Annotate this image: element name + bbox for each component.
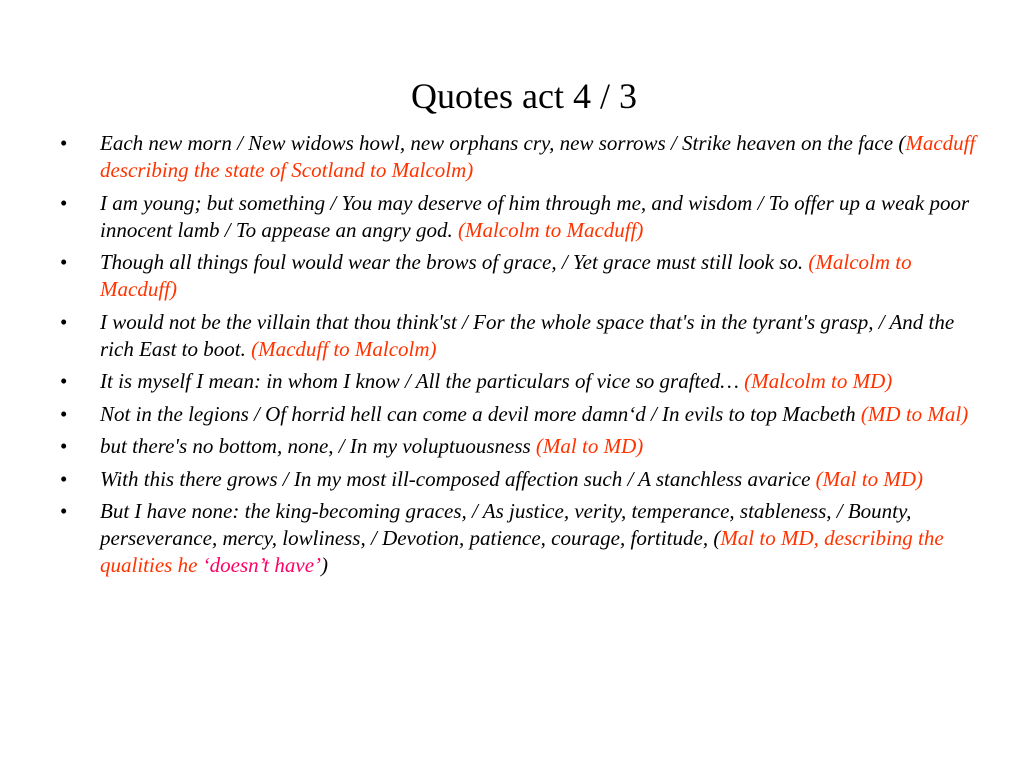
quote-text: I would not be the villain that thou think'st / For the whole space that's in the tyrant's grasp, / And the rich East to boot. bbox=[100, 309, 955, 361]
quote-speaker: (Malcolm to MD) bbox=[744, 369, 893, 393]
bullet: • bbox=[60, 190, 68, 215]
quote-text: Though all things foul would wear the brows of grace, / Yet grace must still look so. bbox=[100, 250, 809, 274]
quote-speaker: Macduff describing the state of Scotland to Malcolm) bbox=[100, 131, 976, 182]
quote-speaker: (Macduff to Malcolm) bbox=[251, 336, 437, 361]
quote-item bbox=[60, 249, 980, 303]
quote-item bbox=[60, 190, 980, 244]
bullet: • bbox=[60, 369, 68, 393]
quote-item bbox=[60, 498, 980, 579]
quote-text: With this there grows / In my most ill-composed affection such / A stanchless avarice bbox=[100, 466, 816, 491]
bullet: • bbox=[60, 434, 68, 458]
bullet: • bbox=[60, 401, 68, 426]
quote-item bbox=[60, 401, 980, 428]
bullet: • bbox=[60, 466, 68, 491]
quote-text: I am young; but something / You may deserve of him through me, and wisdom / To offer up a weak poor innocent lamb / To appease an angry god. bbox=[100, 190, 970, 242]
quote-text: Not in the legions / Of horrid hell can come a devil more damn‘d / In evils to top Macbeth bbox=[100, 401, 861, 426]
quote-text: Each new morn / New widows howl, new orphans cry, new sorrows / Strike heaven on the face ( bbox=[100, 131, 906, 155]
bullet: • bbox=[60, 309, 68, 334]
quote-text: but there's no bottom, none, / In my voluptuousness bbox=[100, 434, 536, 458]
quote-item bbox=[60, 433, 980, 460]
page-title: Quotes act 4 / 3 bbox=[411, 76, 637, 116]
quote-speaker: (Mal to MD) bbox=[535, 434, 644, 458]
quote-text: But I have none: the king-becoming graces, / As justice, verity, temperance, stableness, / Bounty, perseverance, mercy, lowliness, / Devotion, patience, courage, fortitude, ( bbox=[100, 499, 912, 550]
quote-speaker: (Mal to MD) bbox=[815, 466, 923, 491]
quote-item bbox=[60, 368, 980, 395]
bullet: • bbox=[60, 131, 68, 155]
quote-text: It is myself I mean: in whom I know / All the particulars of vice so grafted… bbox=[100, 369, 745, 393]
quote-item bbox=[60, 466, 980, 493]
quote-item bbox=[60, 309, 980, 363]
quote-speaker: (MD to Mal) bbox=[860, 401, 969, 426]
bullet: • bbox=[60, 250, 68, 274]
quote-speaker: Mal to MD, describing the qualities he bbox=[100, 526, 944, 577]
quote-list bbox=[60, 130, 980, 585]
quote-emphasis: ‘doesn’t have’ bbox=[202, 553, 322, 577]
quote-speaker: (Malcolm to Macduff) bbox=[457, 217, 644, 242]
quote-item bbox=[60, 130, 980, 184]
quote-speaker: (Malcolm to Macduff) bbox=[100, 250, 912, 301]
quote-closing: ) bbox=[321, 553, 329, 577]
bullet: • bbox=[60, 499, 68, 523]
